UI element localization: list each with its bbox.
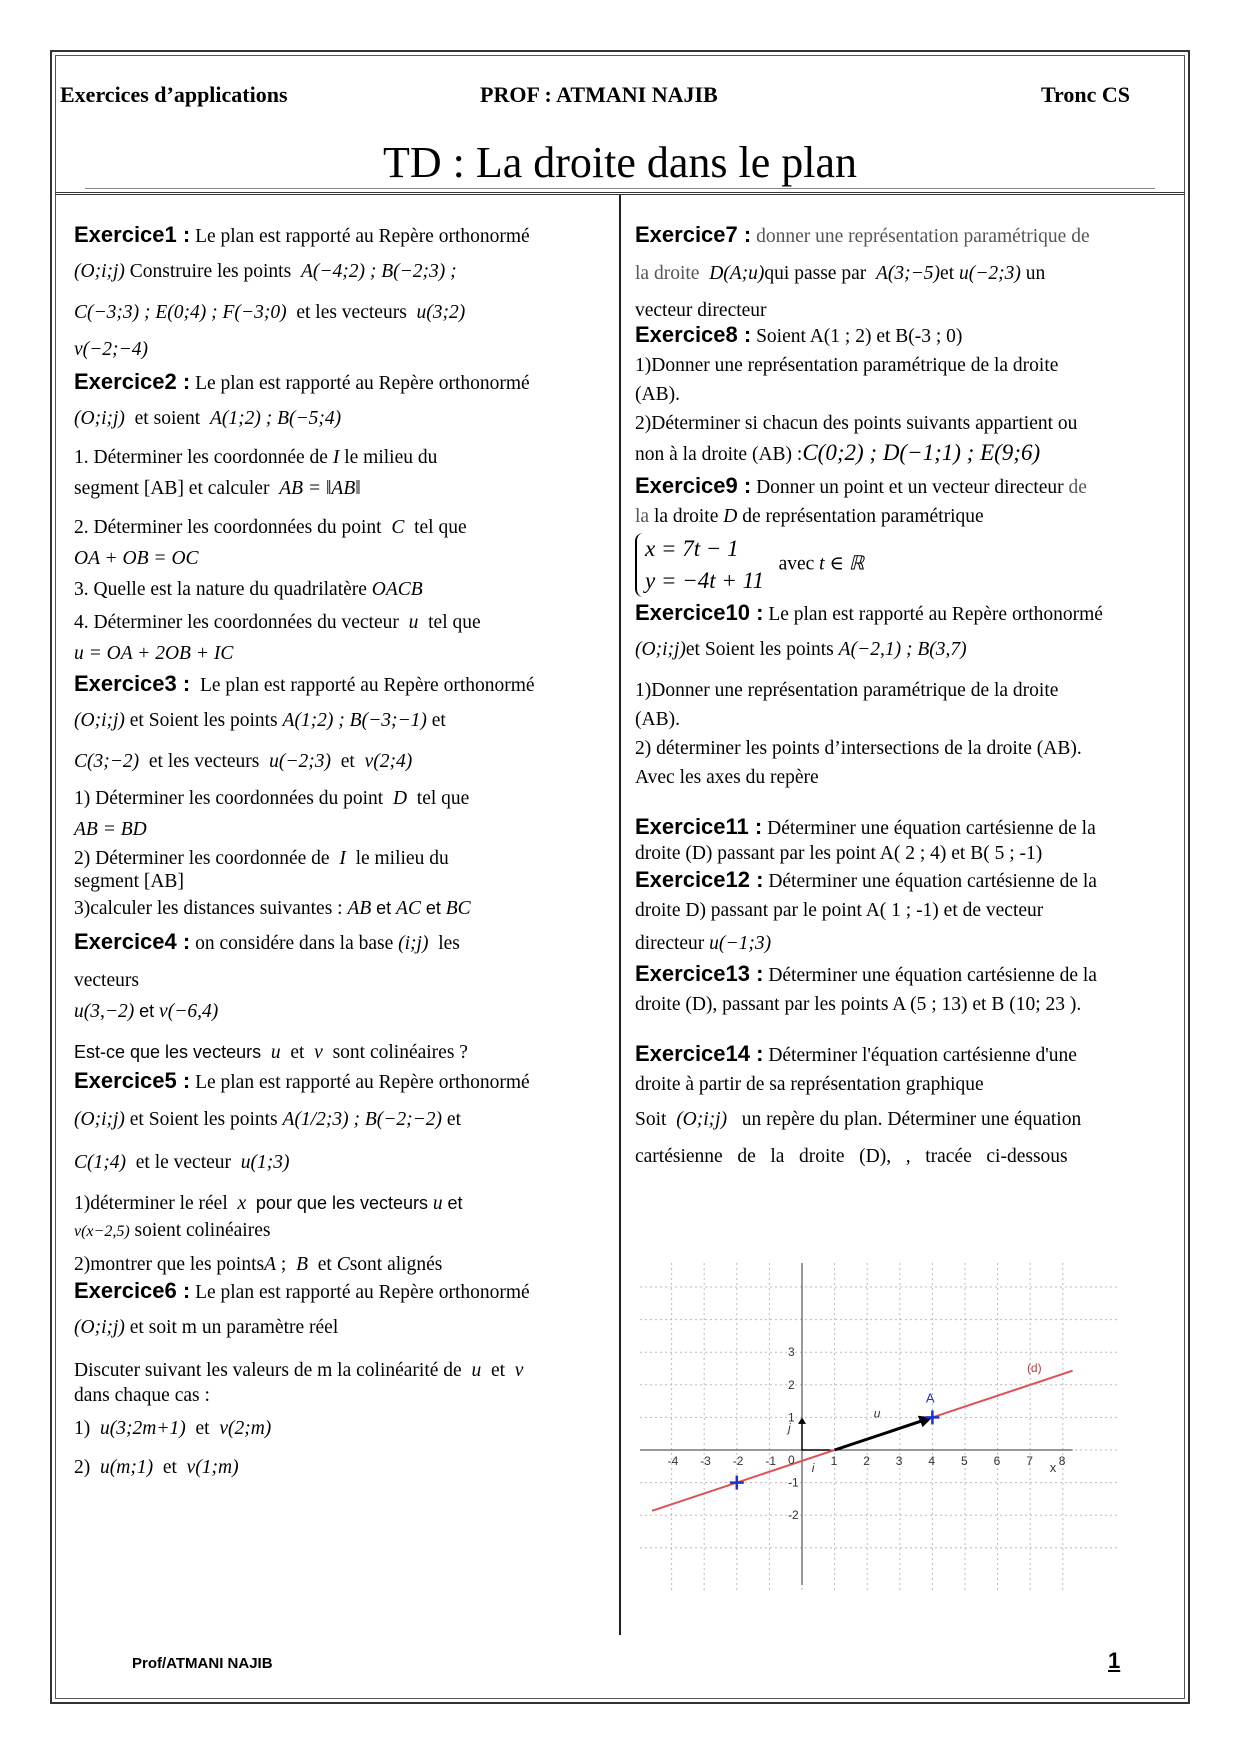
ex12-l1: Déterminer une équation cartésienne de la [768, 871, 1097, 892]
ex3-points-ab: A(1;2) ; B(−3;−1) [282, 710, 427, 731]
y-tick-label: 1 [788, 1410, 795, 1425]
ex11-l1: Déterminer une équation cartésienne de la [767, 818, 1096, 839]
exercise-3 [74, 669, 609, 923]
ex6-c1a: 1) [74, 1418, 91, 1439]
ex6-l4: dans chaque cas : [74, 1385, 210, 1406]
ex5-q2d: B [296, 1254, 308, 1275]
exercise-1-heading: Exercice1 : [74, 222, 191, 247]
ex5-q1e: et [447, 1193, 463, 1213]
ex4-vector-v: v(−6,4) [159, 1001, 219, 1022]
ex14-l1: Déterminer l'équation cartésienne d'une [768, 1045, 1077, 1066]
ex12-l3a: directeur [635, 933, 705, 954]
y-tick-label: 3 [788, 1345, 795, 1360]
ex3-q3b: AB [347, 898, 372, 919]
ex2-q2-c: C [391, 517, 405, 538]
ex2-q3b: OACB [371, 579, 423, 600]
ex5-points: A(1/2;3) ; B(−2;−2) [282, 1109, 443, 1130]
ex4-q-u: u [270, 1042, 281, 1063]
left-column [74, 220, 609, 1483]
ex4-line1: on considére dans la base [195, 933, 394, 954]
ex6-l3a: Discuter suivant les valeurs de m la colinéarité de [74, 1360, 462, 1381]
ex12-l3b: u(−1;3) [709, 933, 772, 954]
ex6-c1d: v(2;m) [219, 1418, 272, 1439]
ex2-points: A(1;2) ; B(−5;4) [209, 408, 342, 429]
y-tick-label: 2 [788, 1377, 795, 1392]
line-graph [640, 1255, 1120, 1595]
ex1-frame: (O;i;j) [74, 261, 125, 282]
ex1-text: Construire les points [129, 261, 292, 282]
ex1-line1: Le plan est rapporté au Repère orthonormé [195, 226, 530, 247]
ex5-et: et [446, 1109, 461, 1130]
ex10-q2a: 2) déterminer les points d’intersections de la droite (AB). [635, 738, 1082, 759]
ex2-q4a: 4. Déterminer les coordonnées du vecteur [74, 612, 399, 633]
origin-label: 0 [788, 1453, 795, 1467]
ex10-l1: Le plan est rapporté au Repère orthonormé [768, 604, 1103, 625]
ex5-q1c: pour que les vecteurs [255, 1193, 429, 1213]
ex4-les: les [438, 933, 460, 954]
page-number: 1 [1108, 1648, 1121, 1673]
ex3-q2b: I [339, 848, 346, 869]
ex5-q2c: ; [280, 1254, 287, 1275]
exercise-14-heading: Exercice14 : [635, 1041, 764, 1066]
y-tick-label: -1 [788, 1475, 799, 1490]
ex3-q2c: le milieu du [355, 848, 449, 869]
exercise-12 [635, 865, 1175, 958]
ex8-q2a: 2)Déterminer si chacun des points suivants appartient ou [635, 413, 1078, 434]
ex5-q1a: 1)déterminer le réel [74, 1193, 228, 1214]
ex9-domain: t ∈ ℝ [819, 553, 865, 575]
ex3-et2: et [340, 751, 355, 772]
ex4-q-et: et [290, 1042, 305, 1063]
ex10-text: et Soient les points [685, 639, 834, 660]
ex7-line1: donner une représentation paramétrique de [756, 226, 1090, 247]
ex7-l2c: qui passe par [764, 263, 867, 284]
ex9-l2c: D [723, 506, 738, 527]
ex1-points-ab: A(−4;2) ; B(−2;3) ; [300, 261, 457, 282]
ex3-point-c: C(3;−2) [74, 751, 140, 772]
ex6-c1b: u(3;2m+1) [100, 1418, 186, 1439]
ex2-q2a: 2. Déterminer les coordonnées du point [74, 517, 382, 538]
ex10-points: A(−2,1) ; B(3,7) [838, 639, 967, 660]
ex9-system [635, 533, 764, 597]
ex2-q1e: AB = ‖AB‖ [279, 478, 361, 499]
line-d-label: (d) [1026, 1360, 1042, 1375]
ex12-l2: droite D) passant par le point A( 1 ; -1) et de vecteur [635, 900, 1044, 921]
ex8-q1b: (AB). [635, 384, 680, 405]
exercise-7-heading: Exercice7 : [635, 222, 752, 247]
ex4-vector-u: u(3,−2) [74, 1001, 135, 1022]
ex5-q2f: C [336, 1254, 350, 1275]
exercise-8 [635, 320, 1175, 469]
right-column [635, 220, 1175, 1172]
ex8-q2c: C(0;2) ; D(−1;1) ; E(9;6) [802, 440, 1041, 465]
ex5-line1: Le plan est rapporté au Repère orthonormé [195, 1072, 530, 1093]
ex10-q1b: (AB). [635, 709, 680, 730]
ex6-l3b: u [471, 1360, 482, 1381]
exercise-11 [635, 812, 1175, 868]
ex2-q2d: OA + OB = OC [74, 548, 199, 569]
ex7-l2f: u(−2;3) [959, 263, 1021, 284]
exercise-5 [74, 1066, 609, 1279]
ex3-frame: (O;i;j) [74, 710, 125, 731]
ex2-line1: Le plan est rapporté au Repère orthonormé [195, 373, 530, 394]
ex5-q2e: et [317, 1254, 332, 1275]
ex3-q1d: AB = BD [74, 819, 147, 840]
ex9-l1: Donner un point et un vecteur directeur [756, 477, 1064, 498]
ex2-q4b: u [408, 612, 419, 633]
x-tick-label: 1 [830, 1454, 838, 1468]
ex1-vector-u: u(3;2) [416, 302, 466, 323]
exercise-4 [74, 927, 609, 1067]
ex14-l2: droite à partir de sa représentation graphique [635, 1074, 984, 1095]
ex4-line2: vecteurs [74, 970, 139, 991]
exercise-4-heading: Exercice4 : [74, 929, 191, 954]
header-level: Tronc CS [1040, 82, 1130, 107]
x-tick-label: 8 [1058, 1454, 1066, 1468]
page-title: TD : La droite dans le plan [382, 138, 858, 187]
ex11-l2: droite (D) passant par les point A( 2 ; 4) et B( 5 ; -1) [635, 843, 1043, 864]
ex4-et: et [139, 1001, 155, 1021]
title-rule [85, 188, 1155, 189]
ex3-vectors-text: et les vecteurs [148, 751, 260, 772]
ex3-q3f: BC [445, 898, 471, 919]
ex6-line1: Le plan est rapporté au Repère orthonormé [195, 1282, 530, 1303]
ex8-q1a: 1)Donner une représentation paramétrique de la droite [635, 355, 1059, 376]
ex14-l3a: Soit [635, 1109, 667, 1130]
exercise-8-heading: Exercice8 : [635, 322, 752, 347]
ex5-q1d: u [432, 1193, 443, 1214]
ex7-l2b: D(A;u) [709, 263, 765, 284]
ex2-frame: (O;i;j) [74, 408, 125, 429]
ex6-c2b: u(m;1) [100, 1457, 154, 1478]
ex3-q3a: 3)calculer les distances suivantes : [74, 898, 343, 919]
ex6-c1c: et [195, 1418, 210, 1439]
ex5-q1b: x [237, 1193, 247, 1214]
ex4-q-e: sont colinéaires ? [332, 1042, 468, 1063]
exercise-13-heading: Exercice13 : [635, 961, 764, 986]
header [55, 55, 1185, 195]
graph-grid [640, 1263, 1120, 1590]
exercise-2-heading: Exercice2 : [74, 369, 191, 394]
ex2-text: et soient [134, 408, 201, 429]
ex6-l3c: et [490, 1360, 506, 1381]
ex9-l2a: la [635, 506, 650, 527]
ex6-c2c: et [162, 1457, 177, 1478]
ex6-frame: (O;i;j) [74, 1317, 125, 1338]
ex7-l2g: un [1025, 263, 1046, 284]
ex3-vector-u: u(−2;3) [269, 751, 331, 772]
ex9-avec: avec [778, 553, 815, 575]
ex6-c2a: 2) [74, 1457, 91, 1478]
ex9-eq-x: x = 7t − 1 [645, 536, 739, 561]
exercise-10-heading: Exercice10 : [635, 600, 764, 625]
ex1-vectors-text: et les vecteurs [296, 302, 407, 323]
ex14-l3c: un repère du plan. Déterminer une équation [741, 1109, 1082, 1130]
exercise-6 [74, 1276, 609, 1482]
ex5-q1f: v(x−2,5) [74, 1223, 130, 1240]
point-a-label: A [925, 1390, 935, 1406]
ex14-l4: cartésienne de la droite (D), , tracée ci-dessous [635, 1146, 1068, 1167]
exercise-1 [74, 220, 609, 364]
ex2-q2c: tel que [414, 517, 467, 538]
ex2-q4c: tel que [428, 612, 481, 633]
ex7-l3: vecteur directeur [635, 300, 767, 321]
ex8-q2b: non à la droite (AB) : [635, 444, 803, 465]
ex5-vector-u: u(1;3) [240, 1152, 290, 1173]
exercise-14 [635, 1039, 1175, 1171]
ex3-q2d: segment [AB] [74, 871, 184, 892]
ex13-l1: Déterminer une équation cartésienne de la [768, 965, 1097, 986]
ex10-frame: (O;i;j) [635, 639, 686, 660]
ex4-q-a: Est-ce que les vecteurs [74, 1042, 262, 1062]
exercise-9-heading: Exercice9 : [635, 473, 752, 498]
x-tick-label: 2 [863, 1454, 870, 1468]
x-tick-label: 4 [928, 1454, 936, 1468]
ex5-q2b: A [264, 1254, 277, 1275]
exercise-12-heading: Exercice12 : [635, 867, 764, 892]
x-tick-label: -1 [765, 1454, 777, 1468]
exercise-11-heading: Exercice11 : [635, 814, 763, 839]
ex6-l3d: v [514, 1360, 524, 1381]
graph-axes [640, 1263, 1073, 1585]
ex9-eq-y: y = −4t + 11 [645, 568, 764, 593]
ex2-q1-i: I [332, 447, 340, 468]
y-tick-label: -2 [788, 1508, 799, 1523]
ex6-text: et soit m un paramètre réel [129, 1317, 339, 1338]
ex3-q3e: et [425, 898, 441, 918]
ex10-q1a: 1)Donner une représentation paramétrique de la droite [635, 680, 1059, 701]
ex4-base: (i;j) [398, 933, 429, 954]
ex2-q1c: le milieu du [344, 447, 438, 468]
ex4-q-v: v [314, 1042, 323, 1063]
ex13-l2: droite (D), passant par les points A (5 ; 13) et B (10; 23 ). [635, 994, 1082, 1015]
vector-j-label: j [788, 1421, 791, 1436]
header-teacher: PROF : ATMANI NAJIB [480, 82, 718, 107]
ex5-point-c: C(1;4) [74, 1152, 126, 1173]
x-tick-label: -2 [732, 1454, 744, 1468]
ex1-points-cef: C(−3;3) ; E(0;4) ; F(−3;0) [74, 302, 287, 323]
ex6-c2d: v(1;m) [186, 1457, 239, 1478]
exercise-7 [635, 220, 1175, 325]
x-tick-label: -4 [667, 1454, 679, 1468]
x-tick-label: 7 [1026, 1454, 1033, 1468]
ex1-vector-v: v(−2;−4) [74, 339, 148, 360]
ex3-text: et Soient les points [129, 710, 278, 731]
vector-i-label: i [811, 1461, 815, 1475]
ex2-q4d: u = OA + 2OB + IC [74, 643, 234, 664]
ex5-q2a: 2)montrer que les points [74, 1254, 265, 1275]
ex5-text: et Soient les points [129, 1109, 278, 1130]
exercise-13 [635, 959, 1175, 1019]
x-tick-label: 6 [993, 1454, 1001, 1468]
footer-author: Prof/ATMANI NAJIB [132, 1655, 273, 1672]
ex3-q1b: D [392, 788, 408, 809]
exercise-10 [635, 598, 1175, 792]
exercise-9 [635, 471, 1175, 597]
exercise-3-heading: Exercice3 : [74, 671, 191, 696]
ex5-q1g: soient colinéaires [134, 1220, 271, 1241]
ex7-l2d: A(3;−5) [875, 263, 941, 284]
ex3-vector-v: v(2;4) [364, 751, 413, 772]
ex5-frame: (O;i;j) [74, 1109, 125, 1130]
ex3-et: et [431, 710, 446, 731]
header-subject: Exercices d’applications [60, 82, 288, 107]
ex9-l2d: de représentation paramétrique [742, 506, 984, 527]
ex2-q3a: 3. Quelle est la nature du quadrilatère [74, 579, 367, 600]
ex3-line1: Le plan est rapporté au Repère orthonormé [199, 675, 535, 696]
ex9-l2b: la droite [653, 506, 719, 527]
ex3-q3c: et [376, 898, 392, 918]
vector-u-label: u [873, 1406, 881, 1421]
ex8-l1: Soient A(1 ; 2) et B(-3 ; 0) [756, 326, 963, 347]
ex7-l2a: la droite [635, 263, 700, 284]
ex3-q1a: 1) Déterminer les coordonnées du point [74, 788, 384, 809]
exercise-5-heading: Exercice5 : [74, 1068, 191, 1093]
exercise-2 [74, 367, 609, 668]
ex5-vector-text: et le vecteur [135, 1152, 232, 1173]
ex5-q2g: sont alignés [349, 1254, 443, 1275]
ex10-q2b: Avec les axes du repère [635, 767, 819, 788]
vector-j-arrowhead [798, 1417, 806, 1424]
x-tick-label: 3 [895, 1454, 903, 1468]
ex14-frame: (O;i;j) [676, 1109, 728, 1130]
x-axis-label: x [1049, 1460, 1057, 1475]
x-tick-label: -3 [700, 1454, 711, 1468]
vector-u-arrow [835, 1420, 925, 1450]
ex3-q1c: tel que [416, 788, 470, 809]
ex2-q1d: segment [AB] et calculer [74, 478, 270, 499]
ex9-l1b: de [1068, 477, 1087, 498]
exercise-6-heading: Exercice6 : [74, 1278, 191, 1303]
ex7-l2e: et [940, 263, 955, 284]
ex2-q1a: 1. Déterminer les coordonnée de [74, 447, 328, 468]
x-tick-label: 5 [961, 1454, 968, 1468]
column-divider [619, 195, 621, 1635]
ex3-q2a: 2) Déterminer les coordonnée de [74, 848, 330, 869]
ex3-q3d: AC [396, 898, 421, 919]
